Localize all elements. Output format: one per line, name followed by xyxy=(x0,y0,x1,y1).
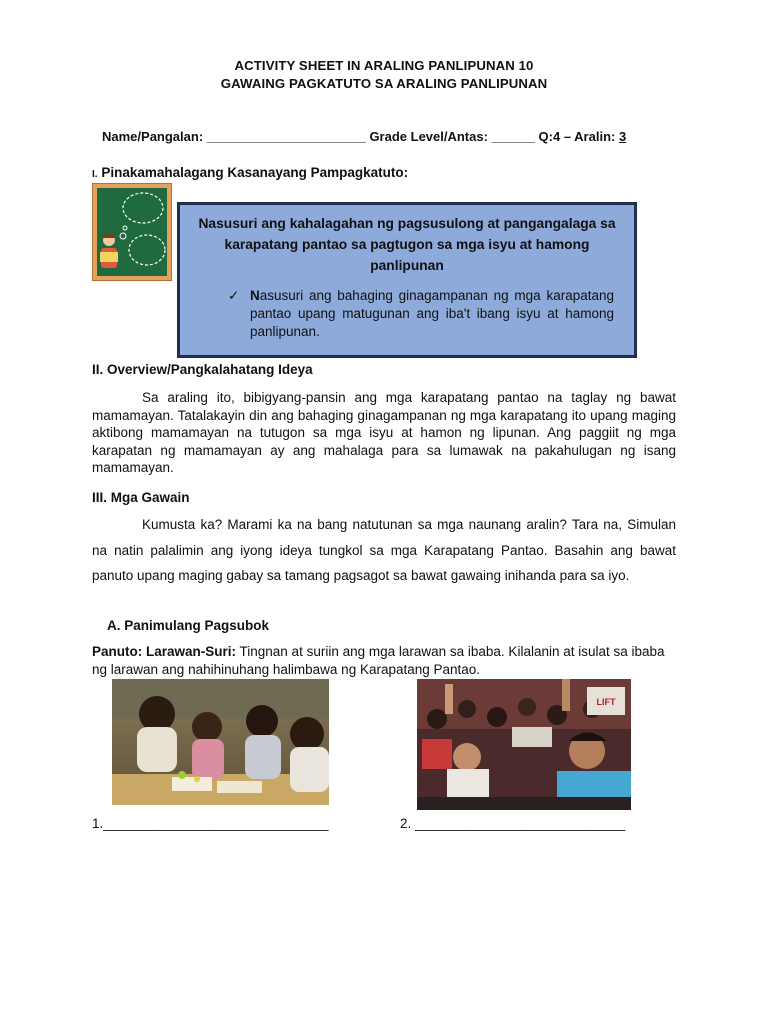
protest-rally-image xyxy=(417,679,631,810)
subsection-a-heading: A. Panimulang Pagsubok xyxy=(107,618,270,633)
quarter-label: Q:4 – Aralin: xyxy=(538,129,619,144)
answer-line-1[interactable]: 1.______________________________ xyxy=(92,816,329,831)
protest-sign-text: LIFT xyxy=(596,697,616,707)
section-1-number: I. xyxy=(92,169,98,180)
photo-children-studying xyxy=(112,679,329,805)
section-2-heading: II. Overview/Pangkalahatang Ideya xyxy=(92,362,313,377)
chalkboard-teacher-illustration xyxy=(92,183,172,281)
checkmark-icon: ✓ xyxy=(228,288,240,303)
competency-box xyxy=(177,202,637,358)
directions xyxy=(92,643,676,678)
student-info-line xyxy=(102,129,626,144)
document-subtitle: GAWAING PAGKATUTO SA ARALING PANLIPUNAN xyxy=(220,76,548,91)
name-field[interactable]: Name/Pangalan: ______________________ xyxy=(102,129,366,144)
section-3-body: Kumusta ka? Marami ka na bang natutunan sa mga naunang aralin? Tara na, Simulan na natin palalimin ang iyong ideya tungkol sa mga Karapatang Pantao. Basahin ang bawat panuto upang maging gabay sa tamang pagsagot sa bawat gawaing inihanda para sa iyo. xyxy=(92,517,676,583)
chalkboard xyxy=(97,188,167,276)
children-studying-image xyxy=(112,679,329,805)
directions-text: Tingnan at suriin ang mga larawan sa ibaba. Kilalanin at isulat sa ibaba ng larawan ang nahihinuhang halimbawa ng Karapatang Pantao. xyxy=(92,644,665,677)
answer-line-2[interactable]: 2. ____________________________ xyxy=(400,816,626,831)
directions-label: Panuto: Larawan-Suri: xyxy=(92,644,237,659)
document-title: ACTIVITY SHEET IN ARALING PANLIPUNAN 10 xyxy=(234,58,534,73)
grade-field[interactable]: Grade Level/Antas: ______ xyxy=(365,129,539,144)
section-3-heading: III. Mga Gawain xyxy=(92,490,190,505)
competency-main: Nasusuri ang kahalagahan ng pagsusulong at pangangalaga sa karapatang pantao sa pagtugon sa mga isyu at hamong panlipunan xyxy=(198,216,616,273)
photo-protest-rally xyxy=(417,679,631,810)
section-1-heading: I. Pinakamahalagang Kasanayang Pampagkatuto: xyxy=(92,165,409,180)
competency-sub-item: ✓ Nasusuri ang bahaging ginagampanan ng mga karapatang pantao upang matugunan ang iba't ibang isyu at hamong panlipunan. xyxy=(228,288,614,339)
thought-bubbles-icon xyxy=(97,188,167,276)
section-2-body: Sa araling ito, bibigyang-pansin ang mga karapatang pantao na taglay ng bawat mamamayan. Tatalakayin din ang bahaging ginagampanan ng mga karapatang ito upang maging aktibong mamamayan na tutugon sa mga isyu at hamon ng lipunan. Ang paggiit ng mga karapatan ng mamamayan ay ang mahalaga para sa lumawak na pakahulugan ng isang mamamayan. xyxy=(92,390,676,475)
lesson-number: 3 xyxy=(618,129,627,144)
